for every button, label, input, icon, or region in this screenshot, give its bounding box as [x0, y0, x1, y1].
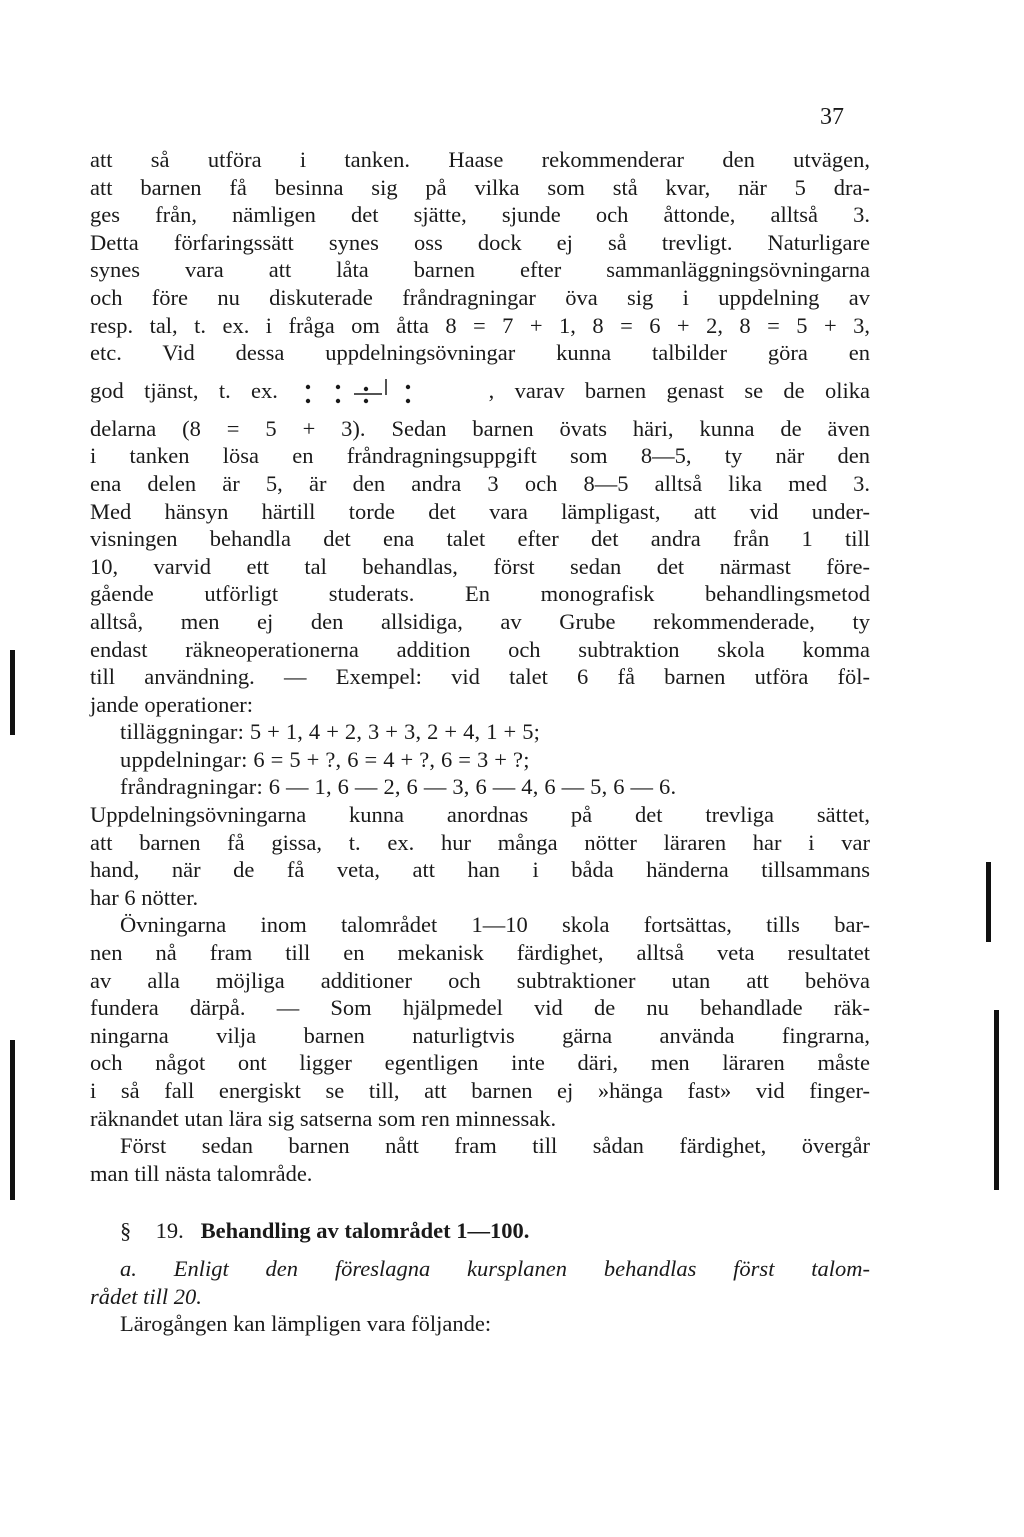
dot: [336, 384, 340, 388]
scan-edge-mark: [10, 1040, 15, 1200]
text-line: man till nästa talområde.: [90, 1160, 313, 1186]
example-line: [90, 367, 870, 415]
text-line: ena delen är 5, är den andra 3 och 8—5 alltså lika med 3.: [90, 470, 870, 496]
scan-edge-mark: [994, 1010, 999, 1190]
section-symbol: §: [120, 1218, 132, 1244]
example-before: god tjänst, t. ex.: [90, 377, 278, 403]
dot: [364, 386, 368, 390]
scan-edge-mark: [986, 862, 991, 942]
scan-edge-mark: [10, 650, 15, 735]
page-number: 37: [820, 104, 844, 130]
formula-line: uppdelningar: 6 = 5 + ?, 6 = 4 + ?, 6 = 3 + ?;: [120, 746, 530, 772]
formula-line: tilläggningar: 5 + 1, 4 + 2, 3 + 3, 2 + 4, 1 + 5;: [120, 719, 541, 745]
subsection-line-2: rådet till 20.: [90, 1283, 202, 1309]
example-after: , varav barnen genast se de olika: [488, 377, 871, 403]
section-number: 19.: [155, 1218, 184, 1244]
text-line: räknandet utan lära sig satserna som ren minnessak.: [90, 1105, 557, 1131]
text-line: synes vara att låta barnen efter sammanläggningsövningarna: [90, 257, 870, 283]
text-line: 10, varvid ett tal behandlas, först sedan det närmast före-: [90, 553, 870, 579]
section-heading: [90, 1217, 870, 1245]
dot: [406, 384, 410, 388]
text-line: nen nå fram till en mekanisk färdighet, alltså veta resultatet: [90, 940, 870, 966]
page-body: [90, 146, 870, 1338]
text-line: Uppdelningsövningarna kunna anordnas på det trevliga sättet,: [90, 802, 870, 828]
text-line: resp. tal, t. ex. i fråga om åtta 8 = 7 + 1, 8 = 6 + 2, 8 = 5 + 3,: [90, 312, 870, 338]
text-line: att så utföra i tanken. Haase rekommenderar den utvägen,: [90, 147, 870, 172]
formula-line: fråndragningar: 6 — 1, 6 — 2, 6 — 3, 6 — 4, 6 — 5, 6 — 6.: [120, 774, 677, 800]
dot: [306, 384, 310, 388]
text-line: gående utförligt studerats. En monografisk behandlingsmetod: [90, 581, 870, 607]
text-line: Med hänsyn härtill torde det vara lämpligast, att vid under-: [90, 498, 870, 524]
text-line: till användning. — Exempel: vid talet 6 få barnen utföra föl-: [90, 664, 870, 690]
number-picture: [298, 377, 468, 409]
text-line: visningen behandla det ena talet efter det andra från 1 till: [90, 526, 870, 552]
text-line: har 6 nötter.: [90, 884, 199, 910]
section-title: Behandling av talområdet 1—100.: [200, 1218, 530, 1244]
text-line: Först sedan barnen nått fram till sådan färdighet, övergår: [120, 1133, 870, 1159]
dot: [336, 398, 340, 402]
text-line: och före nu diskuterade fråndragningar öva sig i uppdelning av: [90, 284, 870, 310]
text-line: endast räkneoperationerna addition och subtraktion skola komma: [90, 636, 870, 662]
text-line: ningarna vilja barnen naturligtvis gärna använda fingrarna,: [90, 1022, 870, 1048]
text-line: av alla möjliga additioner och subtraktioner utan att behöva: [90, 967, 870, 993]
dot: [306, 398, 310, 402]
text-line: att barnen få gissa, t. ex. hur många nötter läraren har i var: [90, 829, 870, 855]
text-line: fundera därpå. — Som hjälpmedel vid de nu behandlade räk-: [90, 995, 870, 1021]
dot: [364, 398, 368, 402]
text-line: Detta förfaringssätt synes oss dock ej så trevligt. Naturligare: [90, 229, 870, 255]
text-line: hand, när de få veta, att han i båda händerna tillsammans: [90, 857, 870, 883]
subsection-line: [90, 1255, 870, 1283]
text-line: etc. Vid dessa uppdelningsövningar kunna talbilder göra en: [90, 340, 870, 366]
text-line: delarna (8 = 5 + 3). Sedan barnen övats häri, kunna de även: [90, 415, 870, 441]
text-line: i så fall energiskt se till, att barnen ej »hänga fast» vid finger-: [90, 1078, 870, 1103]
subsection-text: Enligt den föreslagna kursplanen behandlas först talom-: [173, 1255, 871, 1281]
text-line: alltså, men ej den allsidiga, av Grube rekommenderade, ty: [90, 608, 870, 634]
text-line: i tanken lösa en fråndragningsuppgift som 8—5, ty när den: [90, 443, 870, 469]
subsection-label: a.: [120, 1255, 137, 1281]
text-line: jande operationer:: [90, 691, 254, 717]
final-line: Lärogången kan lämpligen vara följande:: [120, 1311, 492, 1337]
text-line: och något ont ligger egentligen inte däri, men läraren måste: [90, 1050, 870, 1076]
text-line: Övningarna inom talområdet 1—10 skola fortsättas, tills bar-: [120, 912, 870, 938]
text-line: ges från, nämligen det sjätte, sjunde och åttonde, alltså 3.: [90, 202, 870, 228]
text-line: att barnen få besinna sig på vilka som stå kvar, när 5 dra-: [90, 174, 870, 200]
dot: [406, 398, 410, 402]
